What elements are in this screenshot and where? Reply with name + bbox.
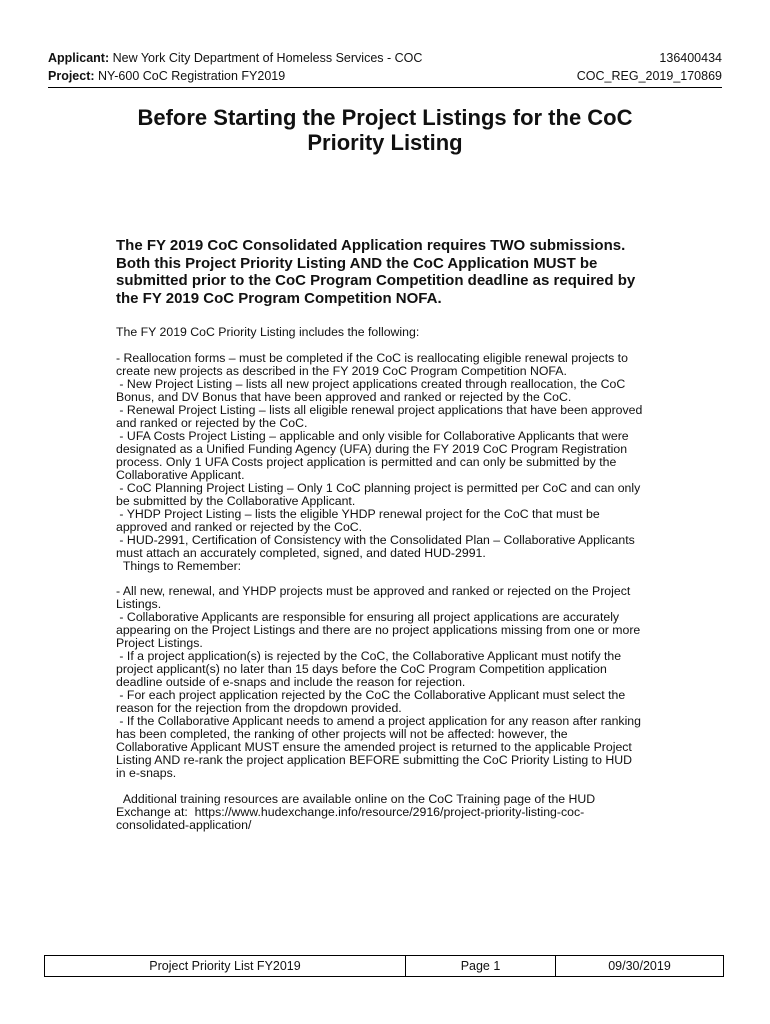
header-divider xyxy=(48,87,722,88)
title-line-2: Priority Listing xyxy=(307,130,463,155)
remember-item-line: project applicant(s) no later than 15 days before the CoC Program Competition application xyxy=(116,662,607,676)
remember-item-line: deadline outside of e-snaps and include the reason for rejection. xyxy=(116,675,466,689)
remember-item-line: - All new, renewal, and YHDP projects must be approved and ranked or rejected on the Project xyxy=(116,584,631,598)
listing-item-line: - CoC Planning Project Listing – Only 1 CoC planning project is permitted per CoC and can only xyxy=(116,481,641,495)
resource-line: Exchange at: https://www.hudexchange.info/resource/2916/project-priority-listing-coc- xyxy=(116,805,585,819)
footer-date: 09/30/2019 xyxy=(608,959,671,973)
remember-item-line: - If the Collaborative Applicant needs to amend a project application for any reason after ranking xyxy=(116,714,641,728)
remember-item-line: Project Listings. xyxy=(116,636,203,650)
listing-item-line: - HUD-2991, Certification of Consistency with the Consolidated Plan – Collaborative Applicants xyxy=(116,533,635,547)
resource-line: Additional training resources are available online on the CoC Training page of the HUD xyxy=(116,792,596,806)
listing-item-line: Collaborative Applicant. xyxy=(116,468,245,482)
listing-item-line: be submitted by the Collaborative Applicant. xyxy=(116,494,356,508)
listing-item-line: - Reallocation forms – must be completed if the CoC is reallocating eligible renewal projects to xyxy=(116,351,628,365)
remember-item-line: Listings. xyxy=(116,597,162,611)
remember-item-line: - If a project application(s) is rejected by the CoC, the Collaborative Applicant must notify the xyxy=(116,649,622,663)
applicant-number: 136400434 xyxy=(659,51,722,65)
applicant-row xyxy=(48,49,722,67)
listing-item-line: Bonus, and DV Bonus that have been approved and ranked or rejected by the CoC. xyxy=(116,390,572,404)
resource-line: consolidated-application/ xyxy=(116,818,252,832)
listing-item-line: and ranked or rejected by the CoC. xyxy=(116,416,308,430)
intro-text: The FY 2019 CoC Priority Listing includes the following: xyxy=(116,325,420,339)
listing-item-line: designated as a Unified Funding Agency (UFA) during the FY 2019 CoC Program Registration xyxy=(116,442,628,456)
page-title xyxy=(60,105,710,155)
listing-item-line: must attach an accurately completed, signed, and dated HUD-2991. xyxy=(116,546,486,560)
applicant-label: Applicant: xyxy=(48,51,110,65)
listing-item-line: - Renewal Project Listing – lists all eligible renewal project applications that have been approved xyxy=(116,403,643,417)
footer-page-number: Page 1 xyxy=(406,956,556,976)
project-row xyxy=(48,67,722,85)
listing-item-line: - YHDP Project Listing – lists the eligible YHDP renewal project for the CoC that must be xyxy=(116,507,600,521)
listing-item-line: process. Only 1 UFA Costs project application is permitted and can only be submitted by the xyxy=(116,455,617,469)
submission-notice: The FY 2019 CoC Consolidated Application requires TWO submissions. Both this Project Priority Listing AND the CoC Application MUST be submitted prior to the CoC Program Competition deadline as required by the FY 2019 CoC Program Competition NOFA. xyxy=(116,237,636,307)
remember-item-line: - For each project application rejected by the CoC the Collaborative Applicant must select the xyxy=(116,688,626,702)
remember-item-line: Listing AND re-rank the project application BEFORE submitting the CoC Priority Listing to HUD xyxy=(116,753,632,767)
priority-listing-items xyxy=(116,352,661,573)
title-line-1: Before Starting the Project Listings for the CoC xyxy=(137,105,633,130)
remember-item-line: reason for the rejection from the dropdown provided. xyxy=(116,701,402,715)
listing-item-line: approved and ranked or rejected by the CoC. xyxy=(116,520,363,534)
listing-item-line: - UFA Costs Project Listing – applicable and only visible for Collaborative Applicants that were xyxy=(116,429,629,443)
remember-item-line: Collaborative Applicant MUST ensure the amended project is returned to the applicable Project xyxy=(116,740,632,754)
project-name: NY-600 CoC Registration FY2019 xyxy=(98,69,286,83)
footer-document-name: Project Priority List FY2019 xyxy=(45,956,406,976)
remember-item-line: in e-snaps. xyxy=(116,766,177,780)
remember-item-line: has been completed, the ranking of other projects will not be affected: however, the xyxy=(116,727,568,741)
applicant-info xyxy=(48,49,422,67)
page-header xyxy=(48,49,722,85)
project-label: Project: xyxy=(48,69,95,83)
listing-item-line: Things to Remember: xyxy=(116,559,242,573)
additional-resources xyxy=(116,793,661,832)
page-footer xyxy=(44,955,724,977)
project-code: COC_REG_2019_170869 xyxy=(576,69,722,83)
remember-item-line: appearing on the Project Listings and there are no project applications missing from one or more xyxy=(116,623,641,637)
listing-item-line: - New Project Listing – lists all new project applications created through reallocation, the CoC xyxy=(116,377,626,391)
project-info xyxy=(48,67,285,85)
things-to-remember xyxy=(116,585,661,780)
applicant-name: New York City Department of Homeless Services - COC xyxy=(112,51,423,65)
listing-item-line: create new projects as described in the FY 2019 CoC Program Competition NOFA. xyxy=(116,364,567,378)
remember-item-line: - Collaborative Applicants are responsible for ensuring all project applications are accurately xyxy=(116,610,620,624)
